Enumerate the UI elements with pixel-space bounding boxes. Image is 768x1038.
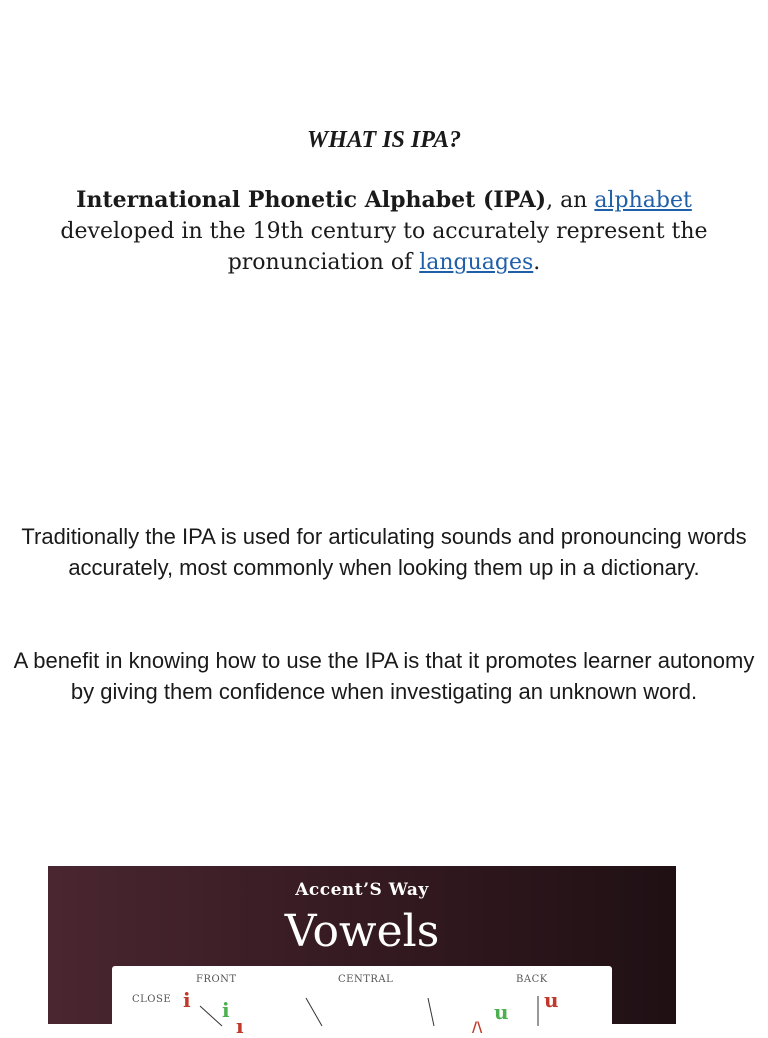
vowel-symbol-partial: /\ [472,1020,483,1036]
vowels-title: Vowels [284,906,440,957]
chart-line-central-left [306,998,322,1026]
intro-text-2: developed in the 19th century to accurately represent the pronunciation of [60,219,708,275]
column-label-back: BACK [516,974,548,985]
alphabet-link[interactable]: alphabet [594,188,692,213]
intro-paragraph [40,185,728,278]
vowel-symbol-u-near: u [494,1000,509,1024]
chart-line-front [200,1006,222,1026]
vowel-symbol-u: u [544,988,559,1012]
vowel-symbol-i-near: i [222,998,230,1022]
row-label-close: CLOSE [132,994,172,1005]
benefit-paragraph: A benefit in knowing how to use the IPA is that it promotes learner autonomy by giving them confidence when investigating an unknown word. [13,648,755,704]
intro-text-1: , an [546,188,595,213]
page-title: WHAT IS IPA? [306,127,462,153]
traditional-use-paragraph: Traditionally the IPA is used for articulating sounds and pronouncing words accurately, most commonly when looking them up in a dictionary. [21,524,747,580]
column-label-central: CENTRAL [338,974,394,985]
ipa-term: International Phonetic Alphabet (IPA) [76,187,547,213]
vowel-chart-panel [112,966,612,1036]
column-label-front: FRONT [196,974,237,985]
vowel-symbol-i-lower: ı [236,1014,244,1038]
vowel-symbol-i: i [183,988,191,1012]
vowel-chart-image [48,866,676,1038]
languages-link[interactable]: languages [419,250,534,275]
brand-logo: Accent’S Way [295,880,429,900]
chart-line-central-right [428,998,434,1026]
intro-text-3: . [533,250,541,275]
